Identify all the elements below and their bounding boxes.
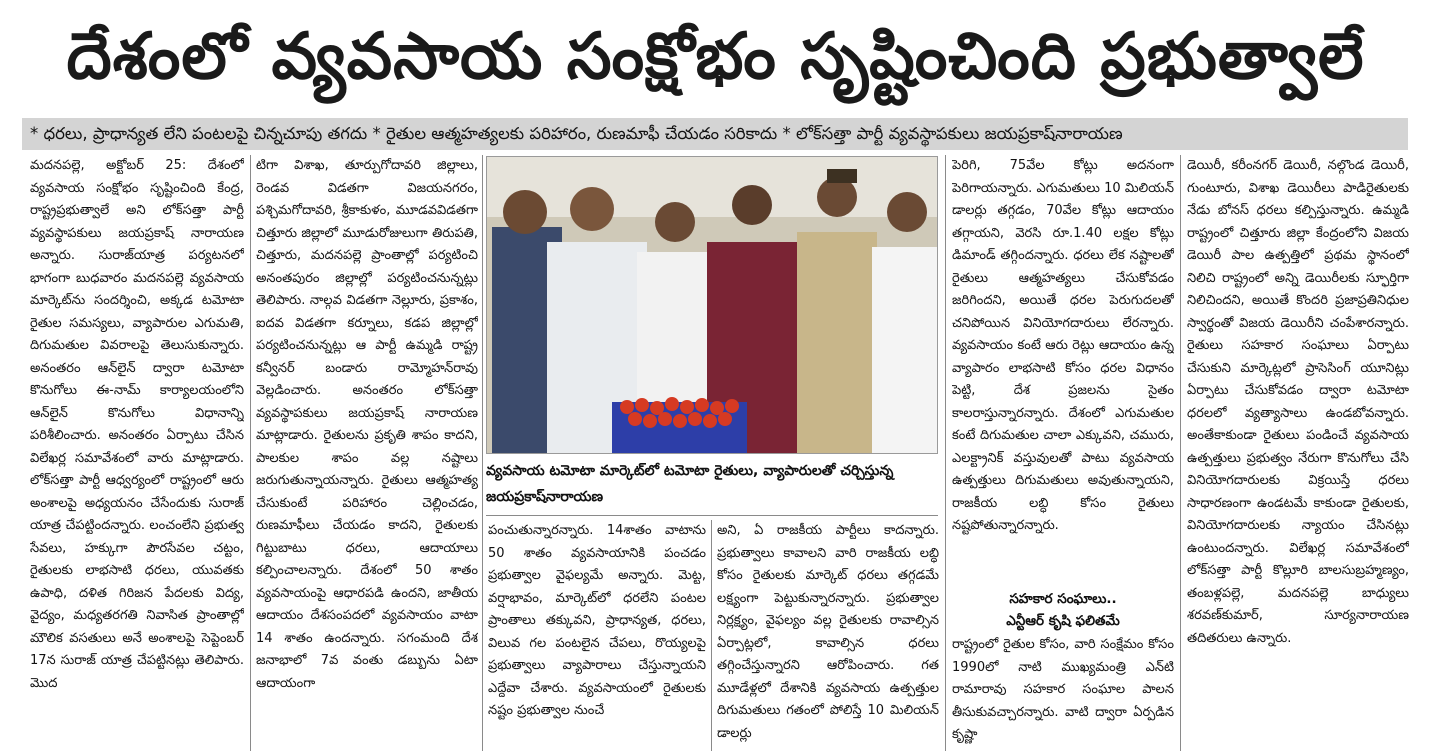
article-column-2 xyxy=(256,155,478,751)
column-divider xyxy=(945,155,946,751)
article-column-3 xyxy=(488,520,706,751)
market-photo-illustration xyxy=(487,157,938,454)
article-column-5 xyxy=(952,155,1174,587)
subheadline-bar: * ధరలు, ప్రాధాన్యత లేని పంటలపై చిన్నచూపు తగదు * రైతుల ఆత్మహత్యలకు పరిహారం, రుణమాఫీ చేయడం సరికాదు * లోక్‌సత్తా పార్టీ వ్యవస్థాపకులు జయప్రకాష్‌నారాయణ xyxy=(22,118,1408,150)
article-text-col3: పంచుతున్నారన్నారు. 14శాతం వాటాను 50 శాతం వ్యవసాయానికి పంచడం ప్రభుత్వాల వైఫల్యమే అన్నారు. మెట్ట, వర్షాభావం, మార్కెట్‌లో ధరలేని పంటల ప్రాంతాలు తక్కువని, ప్రాధాన్యత, ధరలు, విలువ గల పంటలైన చేపలు, రొయ్యలపై ప్రభుత్వాలు వ్యాపారాలు చేస్తున్నాయని ఎద్దేవా చేశారు. వ్యవసాయంలో రైతులకు నష్టం ప్రభుత్వాల నుంచే xyxy=(488,523,706,718)
section-subheading-2: ఎన్టీఆర్ కృషి ఫలితమే xyxy=(1006,613,1120,629)
article-text-col2: టిగా విశాఖ, తూర్పుగోదావరి జిల్లాలు, రెండవ విడతగా విజయనగరం, పశ్చిమగోదావరి, శ్రీకాకుళం, మూడవవిడతగా చిత్తూరు జిల్లాలో మూడురోజులుగా తిరుపతి, చిత్తూరు, మదనపల్లె ప్రాంతాల్లో పర్యటించి అనంతపురం జిల్లాల్లో పర్యటించనున్నట్లు తెలిపారు. నాల్గవ విడతగా నెల్లూరు, ప్రకాశం, ఐదవ విడతగా కర్నూలు, కడప జిల్లాల్లో పర్యటించనున్నట్లు ఆ పార్టీ ఉమ్మడి రాష్ట్ర కన్వీనర్ బండారు రామ్మోహన్‌రావు వెల్లడించారు. అనంతరం లోక్‌సత్తా వ్యవస్థాపకులు జయప్రకాష్ నారాయణ మాట్లాడారు. రైతులను ప్రకృతి శాపం కాదని, పాలకుల శాపం వల్ల నష్టాలు జరుగుతున్నాయన్నారు. రైతులు ఆత్మహత్య చేసుకుంటే పరిహారం చెల్లించడం, రుణమాఫీలు చేయడం కాదని, రైతులకు గిట్టుబాటు ధరలు, ఆదాయాలు కల్పించాలన్నారు. దేశంలో 50 శాతం వ్యవసాయంపై ఆధారపడి ఉందని, జాతీయ ఆదాయం దేశసంపదలో వ్యవసాయం వాటా 14 శాతం ఉందన్నారు. సగంమంది దేశ జనాభాలో 7వ వంతు డబ్బును ఏటా ఆదాయంగా xyxy=(256,158,478,691)
market-photo xyxy=(486,156,938,454)
column-divider xyxy=(250,155,251,751)
article-text-col5b: రాష్ట్రంలో రైతుల కోసం, వారి సంక్షేమం కోసం 1990లో నాటి ముఖ్యమంత్రి ఎన్‌టి రామారావు సహకార సంఘాల పాలన తీసుకువచ్చారన్నారు. వాటి ద్వారా ఏర్పడిన కృష్ణా xyxy=(952,637,1174,742)
photo-caption: వ్యవసాయ టమోటా మార్కెట్‌లో టమోటా రైతులు, వ్యాపారులతో చర్చిస్తున్న జయప్రకాష్‌నారాయణ xyxy=(486,458,938,516)
article-text-col4: అని, ఏ రాజకీయ పార్టీలు కాదన్నారు. ప్రభుత్వాలు కావాలని వారి రాజకీయ లబ్ధి కోసం రైతులకు మార్కెట్ ధరలు తగ్గడమే లక్ష్యంగా పెట్టుకున్నారన్నారు. ప్రభుత్వాల నిర్లక్ష్యం, వైఫల్యం వల్ల రైతులకు రావాల్సిన ఏర్పాట్లలో, కావాల్సిన ధరలు తగ్గించేస్తున్నారని ఆరోపించారు. గత మూడేళ్లలో దేశానికి వ్యవసాయ ఉత్పత్తుల దిగుమతులు గతంలో పోలిస్తే 10 మిలియన్ డాలర్లు xyxy=(717,523,939,741)
article-column-1 xyxy=(30,155,244,751)
article-column-4 xyxy=(717,520,939,751)
headline: దేశంలో వ్యవసాయ సంక్షోభం సృష్టించింది ప్రభుత్వాలే xyxy=(66,20,1365,94)
article-text-col6: డెయిరీ, కరీంనగర్ డెయిరీ, నల్గొండ డెయిరీ, గుంటూరు, విశాఖ డెయిరీలు పాడిరైతులకు నేడు బోనస్ ధరలు కల్పిస్తున్నారు. ఉమ్మడి రాష్ట్రంలో చిత్తూరు జిల్లా కేంద్రంలోని విజయ డెయిరీ పాల ఉత్పత్తిలో ప్రథమ స్థానంలో నిలిచి రాష్ట్రంలో అన్ని డెయిరీలకు స్ఫూర్తిగా నిలిచిందని, అయితే కొందరి ప్రజాప్రతినిధుల స్వార్థంతో విజయ డెయిరీని చంపేశారన్నారు. రైతులు సహకార సంఘాలు ఏర్పాటు చేసుకుని మార్కెట్లలో ప్రాసెసింగ్ యూనిట్లు ఏర్పాటు చేసుకోవడం ద్వారా టమోటా ధరలలో వ్యత్యాసాలు ఉండబోవన్నారు. అంతేకాకుండా రైతులు పండించే వ్యవసాయ ఉత్పత్తులు ప్రభుత్వం నేరుగా కొనుగోలు చేసి వినియోగదారులకు విక్రయిస్తే ధరలు సాధారణంగా ఉండటమే కాకుండా రైతులకు, వినియోగదారులకు న్యాయం చేసినట్లు ఉంటుందన్నారు. విలేఖర్ల సమావేశంలో లోక్‌సత్తా పార్టీ కొల్లూరి బాలసుబ్రహ్మణ్యం, తంబళ్లపల్లె, మదనపల్లె బాధ్యులు శరవణ్‌కుమార్, సూర్యనారాయణ తదితరులు ఉన్నారు. xyxy=(1187,158,1409,646)
article-text-col1: మదనపల్లె, అక్టోబర్ 25: దేశంలో వ్యవసాయ సంక్షోభం సృష్టించింది కేంద్ర, రాష్ట్రప్రభుత్వాలే అని లోక్‌సత్తా పార్టీ వ్యవస్థాపకులు జయప్రకాష్ నారాయణ అన్నారు. సురాజ్‌యాత్ర పర్యటనలో భాగంగా బుధవారం మదనపల్లె వ్యవసాయ మార్కెట్‌ను సందర్శించి, అక్కడ టమోటా రైతుల సమస్యలు, వ్యాపారుల ఎగుమతి, దిగుమతుల వివరాలపై తెలుసుకున్నారు. అనంతరం ఆన్‌లైన్ ద్వారా టమోటా కొనుగోలు ఈ-నామ్ కార్యాలయంలోని ఆన్‌లైన్ కొనుగోలు విధానాన్ని పరిశీలించారు. అనంతరం ఏర్పాటు చేసిన విలేఖర్ల సమావేశంలో వారు మాట్లాడారు. లోక్‌సత్తా పార్టీ ఆధ్వర్యంలో రాష్ట్రంలో ఆరు అంశాలపై అధ్యయనం చేసేందుకు సురాజ్ యాత్ర చేపట్టిందన్నారు. లంచంలేని ప్రభుత్వ సేవలు, హక్కుగా పౌరసేవల చట్టం, రైతులకు లాభసాటి ధరలు, యువతకు ఉపాధి, దళిత గిరిజన పేదలకు విద్య, వైద్యం, మధ్యతరగతి నివాసిత ప్రాంతాల్లో మౌలిక వసతులు అనే అంశాలపై సెప్టెంబర్ 17న సురాజ్ యాత్ర చేపట్టినట్లు తెలిపారు. మొద xyxy=(30,158,244,691)
article-column-5-continued xyxy=(952,634,1174,751)
section-subheading-1: సహకార సంఘాలు.. xyxy=(1009,591,1117,607)
column-divider xyxy=(482,155,483,751)
column-divider xyxy=(1180,155,1181,751)
article-column-6 xyxy=(1187,155,1409,751)
column-divider xyxy=(711,520,712,751)
article-text-col5a: పెరిగి, 75వేల కోట్లు అదనంగా పెరిగాయన్నారు. ఎగుమతులు 10 మిలియన్ డాలర్లు తగ్గడం, 70వేల కోట్లు ఆదాయం తగ్గాయని, వెరసి రూ.1.40 లక్షల కోట్లు డిమాండ్ తగ్గిందన్నారు. ధరలు లేక నష్టాలతో రైతులు ఆత్మహత్యలు చేసుకోవడం జరిగిందని, అయితే ధరల పెరుగుదలతో చనిపోయిన వినియోగదారులు లేరన్నారు. వ్యవసాయం కంటే ఆరు రెట్లు ఆదాయం ఉన్న వ్యాపారం లాభసాటి కోసం ధరల విధానం పెట్టి, దేశ ప్రజలను సైతం కాలరాస్తున్నారన్నారు. దేశంలో ఎగుమతుల కంటే దిగుమతుల చాలా ఎక్కువని, చమురు, ఎలక్ట్రానిక్ వస్తువులతో పాటు వ్యవసాయ ఉత్పత్తులు దిగుమతులు అవుతున్నాయని, రాజకీయ లబ్ధి కోసం రైతులు నష్టపోతున్నారన్నారు. xyxy=(952,158,1174,533)
